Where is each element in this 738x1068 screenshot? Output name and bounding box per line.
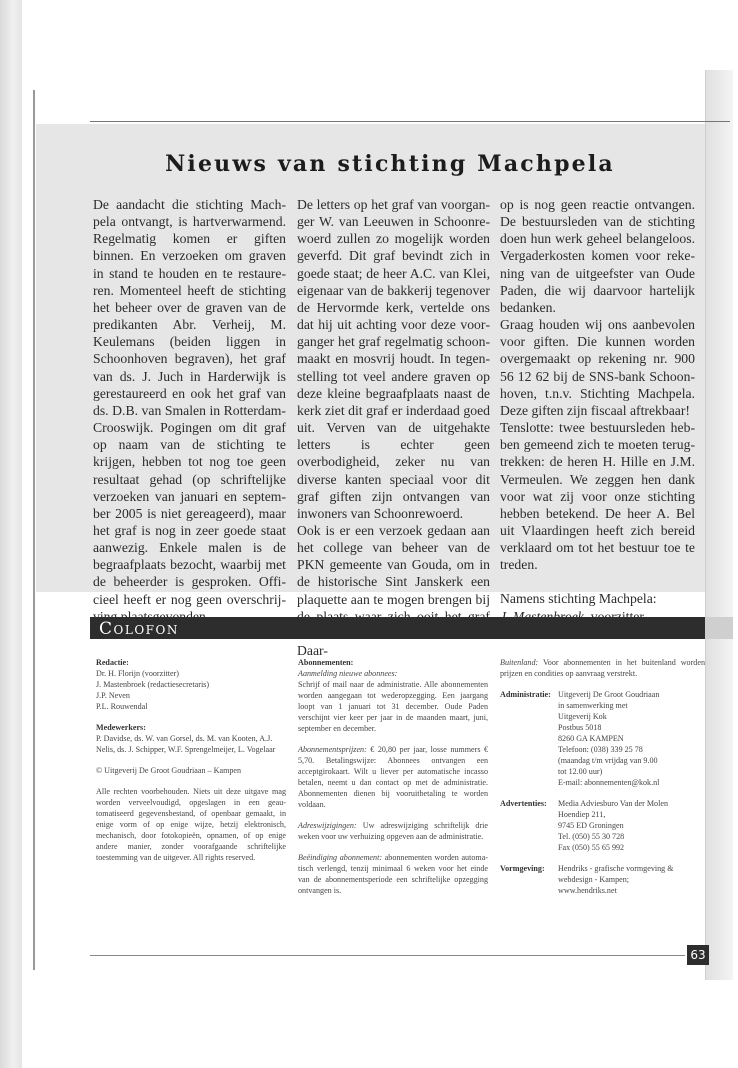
article-paragraph: Ook is er een verzoek gedaan aan het college van beheer van de PKN gemeente van Gouda, om in de historische Sint Janskerk een plaquette aan te mogen brengen bij Daar-: [297, 522, 490, 659]
vormgeving-line: webdesign - Kampen;: [558, 875, 630, 884]
administratie-line: Telefoon: (038) 339 25 78: [558, 745, 643, 754]
medewerkers-label: Medewerkers:: [96, 723, 146, 732]
nieuwe-abonnees-text: Schrijf of mail naar de administratie. Alle abonnementen worden aangegaan tot wederopzegging. Een jaargang loopt van 1 januari tot 31 december. Oude Paden verschijnt vier keer per jaar in de maanden maart, juni, september en december.: [298, 680, 488, 733]
administratie-line: in samenwerking met: [558, 701, 628, 710]
colofon-column-1: [96, 657, 286, 873]
administratie-row: [500, 689, 705, 788]
next-page-edge: [705, 70, 733, 980]
administratie-line: 8260 GA KAMPEN: [558, 734, 624, 743]
colofon-title: Colofon: [99, 619, 179, 639]
advertenties-label: Advertenties:: [500, 799, 547, 808]
administratie-line: tot 12.00 uur): [558, 767, 603, 776]
advertenties-line: Media Adviesburo Van der Molen: [558, 799, 668, 808]
administratie-label: Administratie:: [500, 690, 551, 699]
adres-label: Adreswijzigingen:: [298, 821, 357, 830]
administratie-line: (maandag t/m vrijdag van 9.00: [558, 756, 658, 765]
redactie-member: J. Mastenbroek (redactiesecretaris): [96, 680, 210, 689]
nieuwe-abonnees-label: Aanmelding nieuwe abonnees:: [298, 669, 398, 678]
article-paragraph: Graag houden wij ons aanbevolen voor giften. Die kunnen worden overgemaakt op rekening nr. 900 56 12 62 bij de SNS-bank Schoonhoven, t.n.v. Stichting Machpela. Deze giften zijn fiscaal aftrekbaar!: [500, 317, 695, 418]
buitenland-text: Voor abonnementen in het buitenland worden prijzen en condities op aanvraag verstrekt.: [500, 658, 705, 678]
article-column-2: [297, 196, 490, 659]
article-paragraph: De aandacht die stichting Machpela ontvangt, is hartverwarmend. Regelmatig komen er giften binnen. En verzoeken om graven in stand te houden en te restaureren. Momenteel heeft de stichting het beheer over de graven van de predikanten Abr. Verheij, M. Keulemans (beiden liggen in Schoonhoven begraven), het graf van ds. J. Juch in Harderwijk is gerestaureerd en ook het graf van ds. D.B. van Smalen in Rotterdam-Crooswijk. Pogingen om dit graf op naam van de stichting te krijgen, hebben tot nog toe geen resultaat gehad (op schriftelijke verzoeken van januari en september 2005 is niet gereageerd), maar het graf is nog in zeer goede staat aanwezig. Enkele malen is de begraafplaats bezocht, waarbij met de beheerder is gesproken. Officieel heeft er nog geen overschrij: [93, 197, 286, 607]
article-paragraph: Tenslotte: twee bestuursleden hebben gemeend zich te moeten terugtrekken: de heren H. Hille en J.M. Vermeulen. We zeggen hen dank voor wat zij voor onze stichting hebben betekend. De heer A. Bel uit Vlaardingen heeft zich bereid verklaard om tot het bestuur toe te treden.: [500, 420, 695, 573]
bottom-rule: [90, 955, 685, 956]
adres-text: Uw adreswijziging schriftelijk drie weken voor uw verhuizing opgeven aan de administratie.: [298, 821, 488, 841]
advertenties-lines: [558, 798, 705, 853]
page-binding-shadow: [0, 0, 22, 1068]
binding-line: [33, 90, 35, 970]
colofon-band: [90, 617, 705, 639]
advertenties-line: Fax (050) 55 65 992: [558, 843, 625, 852]
prijzen-label: Abonnementsprijzen:: [298, 745, 367, 754]
advertenties-row: [500, 798, 705, 853]
advertenties-line: Hoendiep 211,: [558, 810, 606, 819]
beeindiging-block: [298, 852, 488, 896]
signature-line: Namens stichting Machpela:: [500, 591, 657, 607]
administratie-line: Uitgeverij Kok: [558, 712, 607, 721]
colofon-column-3: [500, 657, 705, 906]
redactie-member: J.P. Neven: [96, 691, 130, 700]
redactie-block: [96, 657, 286, 712]
redactie-label: Redactie:: [96, 658, 129, 667]
vormgeving-website: www.hendriks.net: [558, 886, 617, 895]
medewerkers-list: P. Davidse, ds. W. van Gorsel, ds. M. van Kooten, A.J. Nelis, ds. J. Schipper, W.F. Sprengelmeijer, L. Vogelaar: [96, 734, 276, 754]
article-title: Nieuws van stichting Machpela: [165, 151, 615, 177]
vormgeving-line: Hendriks - grafische vormgeving &: [558, 864, 674, 873]
redactie-member: P.L. Rouwendal: [96, 702, 148, 711]
abonnementen-label: Abonnementen:: [298, 658, 354, 667]
buitenland-label: Buitenland:: [500, 658, 539, 667]
advertenties-line: Tel. (050) 55 30 728: [558, 832, 625, 841]
administratie-lines: [558, 689, 705, 788]
redactie-member: Dr. H. Florijn (voorzitter): [96, 669, 179, 678]
article-paragraph: op is nog geen reactie ontvangen. De bestuursleden van de stichting doen hun werk geheel belangeloos. Vergaderkosten komen voor rekening van de uitgeefster van Oude Paden, die wij daarvoor hartelijk bedanken.: [500, 197, 695, 315]
article-column-1: [93, 196, 286, 625]
beeindiging-label: Beëindiging abonnement:: [298, 853, 383, 862]
vormgeving-label: Vormgeving:: [500, 864, 545, 873]
administratie-email: E-mail: abonnementen@kok.nl: [558, 778, 660, 787]
rights-notice: Alle rechten voorbehouden. Niets uit deze uitgave mag worden verveelvoudigd, opgeslagen in een geautomatiseerd gegevensbestand, of openbaar gemaakt, in enige vorm of op enige wijze, hetzij elektronisch, mechanisch, door fotokopieën, opnamen, of op enige andere manier, zonder voorafgaande schriftelijke toestemming van de uitgever. All rights reserved.: [96, 787, 286, 862]
prijzen-block: [298, 744, 488, 810]
article-paragraph: De letters op het graf van voorganger W. van Leeuwen in Schoonrewoerd zullen zo mogelijk worden geverfd. Dit graf bevindt zich in goede staat; de heer A.C. van Klei, eigenaar van de bakkerij tegenover de Hervormde kerk, vertelde ons dat hij uit achting voor deze voorganger het graf regelmatig schoonmaakt en mosvrij houdt. In tegenstelling tot veel andere graven op deze kleine begraafplaats naast de kerk ziet dit graf er inderdaad goed uit. Verven van de uitgehakte letters is echter geen overbodigheid, zeker nu van diverse kanten speciaal voor dit graf giften zijn ontvangen van inwoners van Schoonrewoerd.: [297, 197, 490, 521]
copyright: © Uitgeverij De Groot Goudriaan – Kampen: [96, 766, 242, 775]
beeindiging-text: abonnementen worden automatisch verlengd, tenzij minimaal 6 weken voor het einde van de abonnementsperiode een schriftelijke opzegging ontvangen is.: [298, 853, 488, 895]
prijzen-text: € 20,80 per jaar, losse nummers € 5,70. Betalingswijze: Abonnees ontvangen een acceptgirokaart. Wilt u liever per automatische incasso betalen, neemt u dan contact op met de administratie. Abonnementen dienen bij vooruitbetaling te worden voldaan.: [298, 745, 489, 809]
article-column-3: [500, 196, 695, 625]
vormgeving-row: [500, 863, 705, 896]
administratie-line: Postbus 5018: [558, 723, 602, 732]
advertenties-line: 9745 ED Groningen: [558, 821, 624, 830]
administratie-line: Uitgeverij De Groot Goudriaan: [558, 690, 660, 699]
buitenland-block: [500, 657, 705, 679]
page-number: 63: [687, 945, 709, 965]
colofon-band-edge: [705, 617, 733, 639]
vormgeving-lines: [558, 863, 705, 896]
colofon-column-2: [298, 657, 488, 906]
medewerkers-block: [96, 722, 286, 755]
adres-block: [298, 820, 488, 842]
top-rule: [90, 121, 730, 122]
